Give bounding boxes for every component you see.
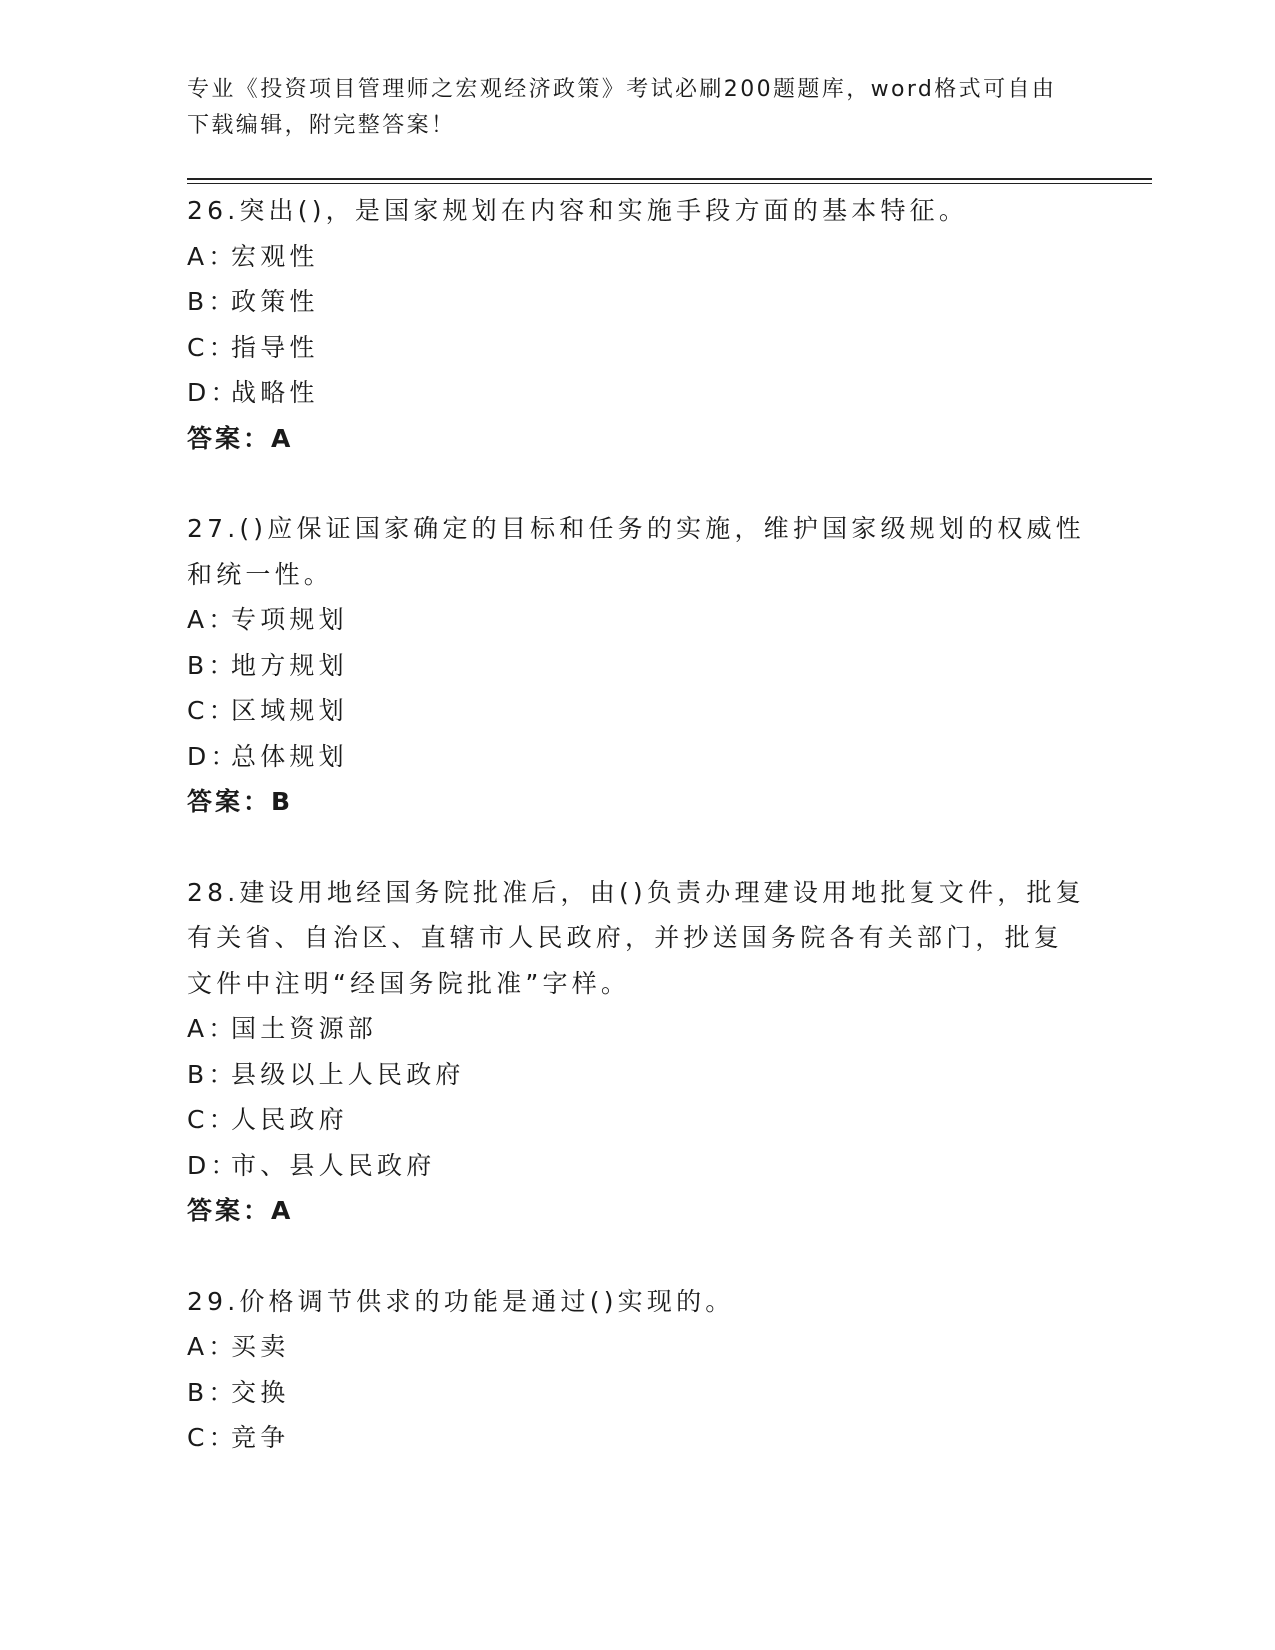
- answer-line: 答案：A: [187, 1196, 294, 1225]
- question-stem-continued: 文件中注明“经国务院批准”字样。: [187, 968, 631, 998]
- question-stem: 28.建设用地经国务院批准后，由()负责办理建设用地批复文件，批复: [187, 877, 1085, 907]
- option-text: 指导性: [231, 332, 319, 362]
- option-key: D：: [187, 1150, 240, 1180]
- option-key: C：: [187, 1423, 238, 1452]
- header-divider-thin: [187, 183, 1152, 184]
- option-key: C：: [187, 696, 238, 725]
- option-text: 交换: [231, 1377, 290, 1407]
- option-c: [187, 1097, 1087, 1143]
- option-c: [187, 325, 1087, 371]
- option-key: B：: [187, 287, 238, 316]
- document-header: [187, 72, 1067, 144]
- option-a: [187, 597, 1087, 643]
- option-c: [187, 1415, 1087, 1461]
- header-divider-thick: [187, 178, 1152, 180]
- option-b: [187, 1052, 1087, 1098]
- option-text: 地方规划: [231, 650, 348, 680]
- option-text: 战略性: [231, 378, 319, 407]
- option-c: [187, 688, 1087, 734]
- option-key: C：: [187, 1105, 238, 1134]
- option-text: 县级以上人民政府: [231, 1059, 465, 1089]
- question-29: [187, 1279, 1087, 1461]
- answer-line: 答案：B: [187, 787, 294, 816]
- option-d: [187, 1143, 1087, 1189]
- option-b: [187, 279, 1087, 325]
- option-text: 宏观性: [231, 241, 319, 271]
- option-text: 专项规划: [231, 605, 348, 634]
- header-line-1: 专业《投资项目管理师之宏观经济政策》考试必刷200题题库，word格式可自由: [187, 77, 1057, 102]
- option-key: B：: [187, 1059, 238, 1089]
- option-key: A：: [187, 1014, 238, 1043]
- answer-line: 答案：A: [187, 423, 294, 453]
- option-text: 市、县人民政府: [231, 1150, 436, 1180]
- option-key: B：: [187, 1377, 238, 1407]
- option-text: 竞争: [231, 1423, 290, 1452]
- question-stem: 27.()应保证国家确定的目标和任务的实施，维护国家级规划的权威性: [187, 514, 1085, 543]
- option-key: A：: [187, 605, 238, 634]
- option-key: C：: [187, 332, 238, 362]
- option-key: B：: [187, 650, 238, 680]
- option-a: [187, 234, 1087, 280]
- option-d: [187, 734, 1087, 780]
- question-stem: 26.突出()，是国家规划在内容和实施手段方面的基本特征。: [187, 196, 969, 225]
- option-text: 人民政府: [231, 1105, 348, 1134]
- question-stem: 29.价格调节供求的功能是通过()实现的。: [187, 1286, 735, 1316]
- option-b: [187, 1370, 1087, 1416]
- option-key: A：: [187, 1332, 238, 1361]
- question-stem-continued: 有关省、自治区、直辖市人民政府，并抄送国务院各有关部门，批复: [187, 923, 1064, 952]
- question-26: [187, 188, 1087, 461]
- question-27: [187, 506, 1087, 825]
- question-list: [187, 188, 1087, 1506]
- option-key: A：: [187, 241, 238, 271]
- option-text: 区域规划: [231, 696, 348, 725]
- option-a: [187, 1006, 1087, 1052]
- option-d: [187, 370, 1087, 416]
- header-line-2: 下载编辑，附完整答案！: [187, 113, 456, 138]
- option-text: 买卖: [231, 1332, 290, 1361]
- question-stem-continued: 和统一性。: [187, 559, 334, 589]
- option-text: 国土资源部: [231, 1014, 378, 1043]
- question-28: [187, 870, 1087, 1234]
- option-b: [187, 643, 1087, 689]
- option-a: [187, 1324, 1087, 1370]
- option-text: 政策性: [231, 287, 319, 316]
- option-text: 总体规划: [231, 741, 348, 771]
- option-key: D：: [187, 378, 240, 407]
- option-key: D：: [187, 741, 240, 771]
